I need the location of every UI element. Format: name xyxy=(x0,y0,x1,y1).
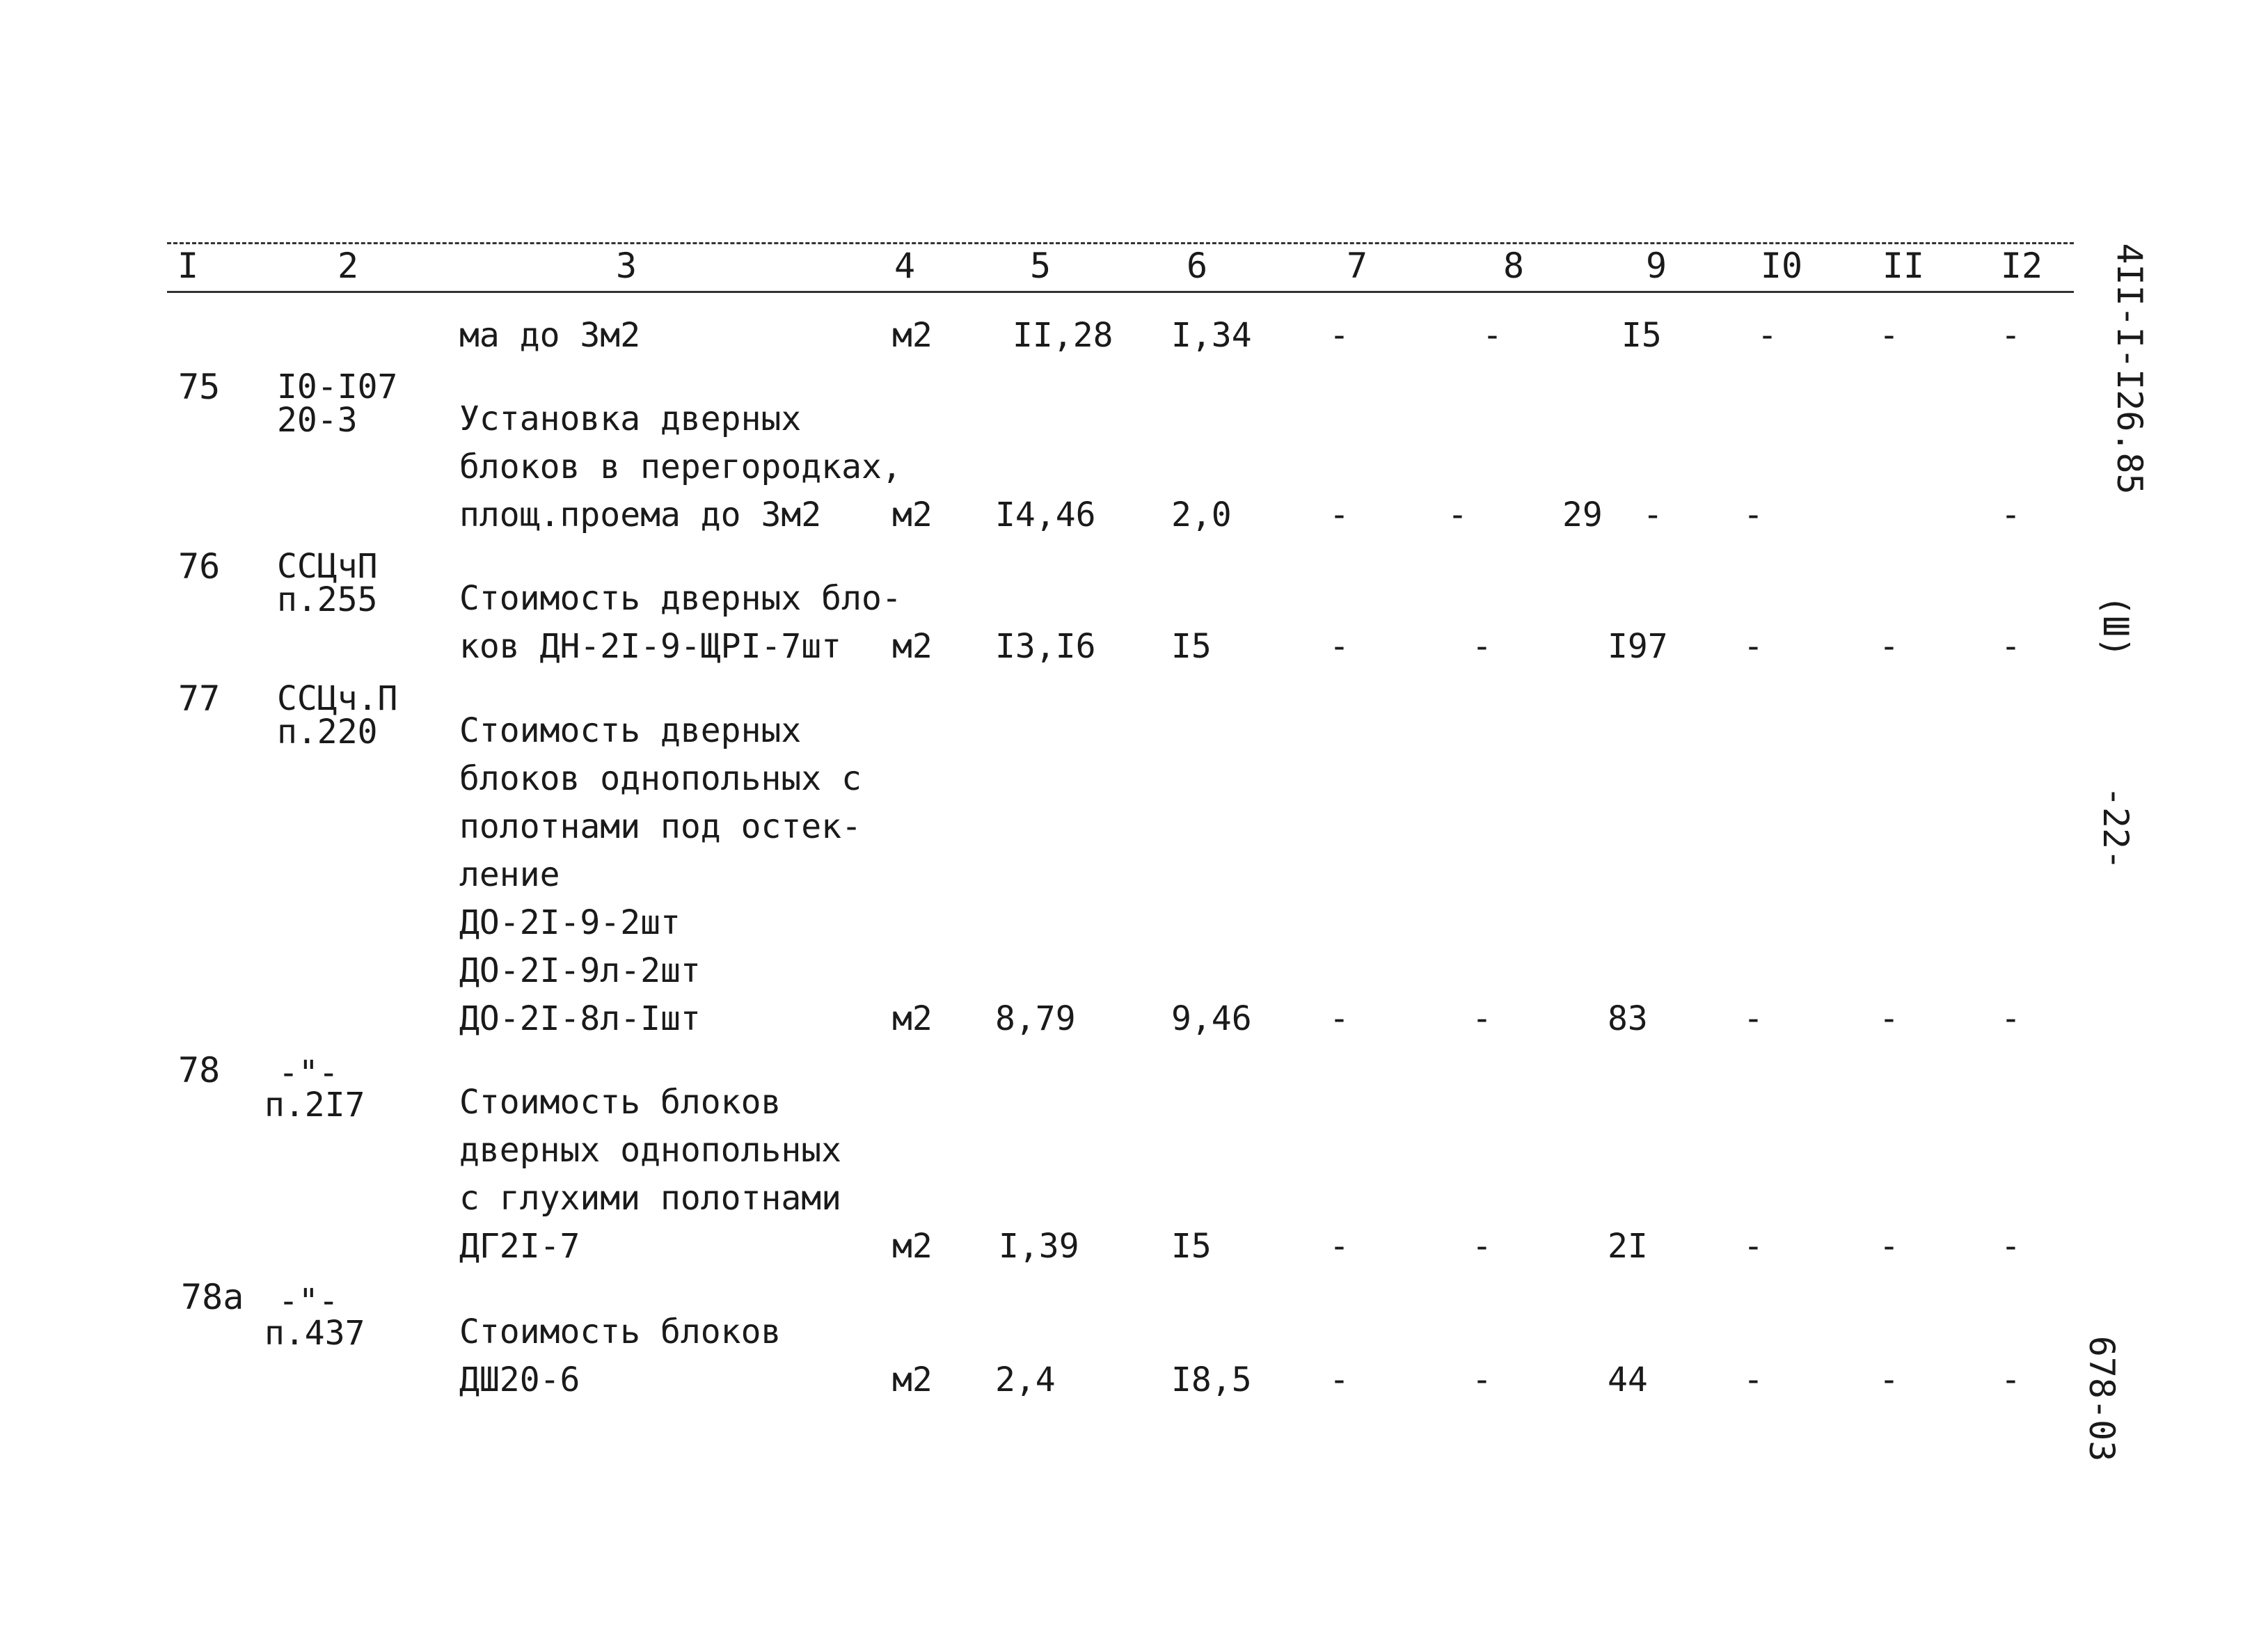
column-header-1: I xyxy=(177,246,199,286)
row-75-col9: 29 - xyxy=(1562,495,1663,534)
row-75-col6: 2,0 xyxy=(1171,495,1232,534)
row-0-col9: I5 xyxy=(1621,316,1662,355)
row-75-code-line-0: I0-I07 xyxy=(277,367,398,406)
row-77-desc-line-1: блоков однопольных с xyxy=(459,759,862,798)
document-code-stamp: 4II-I-I26.85 xyxy=(2109,243,2150,495)
row-78-col12: - xyxy=(2001,1227,2021,1266)
column-header-2: 2 xyxy=(337,246,359,286)
row-0-col12: - xyxy=(2001,316,2021,355)
row-77-col9: 83 xyxy=(1608,999,1648,1038)
row-78a-col8: - xyxy=(1472,1360,1492,1399)
row-77-code-line-0: ССЦч.П xyxy=(277,679,398,718)
row-76-col12: - xyxy=(2001,627,2021,666)
row-75-col8: - xyxy=(1448,495,1468,534)
table-top-rule xyxy=(167,242,2074,244)
row-78-col7: - xyxy=(1329,1227,1349,1266)
row-78a-col9: 44 xyxy=(1608,1360,1648,1399)
table-header-rule xyxy=(167,291,2074,293)
row-0-col8: - xyxy=(1482,316,1502,355)
column-header-7: 7 xyxy=(1346,246,1368,286)
row-78a-unit: м2 xyxy=(892,1360,933,1399)
row-78a-code-line-1: п.437 xyxy=(264,1314,365,1353)
row-76-code-line-1: п.255 xyxy=(277,580,378,619)
page-number-stamp: -22- xyxy=(2095,786,2136,871)
column-header-3: 3 xyxy=(615,246,637,286)
row-78a-desc-line-1: ДШ20-6 xyxy=(459,1360,580,1399)
row-75-col7: - xyxy=(1329,495,1349,534)
row-78-col6: I5 xyxy=(1171,1227,1212,1266)
row-77-number: 77 xyxy=(178,678,221,719)
row-78-number: 78 xyxy=(178,1050,221,1090)
row-77-col7: - xyxy=(1329,999,1349,1038)
row-78-code-line-1: п.2I7 xyxy=(264,1086,365,1125)
row-75-col10: - xyxy=(1743,495,1763,534)
row-75-unit: м2 xyxy=(892,495,933,534)
row-78-col8: - xyxy=(1472,1227,1492,1266)
row-75-desc-line-2: площ.проема до 3м2 xyxy=(459,495,822,534)
row-77-code-line-1: п.220 xyxy=(277,713,378,752)
row-76-code-line-0: ССЦчП xyxy=(277,547,378,586)
row-78a-col12: - xyxy=(2001,1360,2021,1399)
row-77-desc-line-6: ДО-2I-8л-Iшт xyxy=(459,999,701,1038)
row-78-unit: м2 xyxy=(892,1227,933,1266)
row-75-code-line-1: 20-3 xyxy=(277,401,358,440)
row-78-desc-line-1: дверных однопольных xyxy=(459,1131,842,1170)
row-77-unit: м2 xyxy=(892,999,933,1038)
row-78-col5: I,39 xyxy=(999,1227,1079,1266)
row-76-desc-line-1: ков ДН-2I-9-ЩРI-7шт xyxy=(459,627,842,666)
row-77-desc-line-4: ДО-2I-9-2шт xyxy=(459,903,681,942)
row-78-col10: - xyxy=(1743,1227,1763,1266)
row-77-desc-line-5: ДО-2I-9л-2шт xyxy=(459,951,701,990)
row-75-desc-line-1: блоков в перегородках, xyxy=(459,447,902,486)
column-header-6: 6 xyxy=(1186,246,1208,286)
row-78a-number: 78а xyxy=(181,1277,244,1317)
column-header-5: 5 xyxy=(1029,246,1052,286)
row-78a-code-line-0: -"- xyxy=(278,1282,339,1321)
row-76-col10: - xyxy=(1743,627,1763,666)
row-76-col5: I3,I6 xyxy=(995,627,1096,666)
column-header-4: 4 xyxy=(894,246,916,286)
row-76-col8: - xyxy=(1472,627,1492,666)
row-75-col5: I4,46 xyxy=(995,495,1096,534)
row-76-desc-line-0: Стоимость дверных бло- xyxy=(459,579,902,618)
row-77-col5: 8,79 xyxy=(995,999,1076,1038)
column-header-9: 9 xyxy=(1645,246,1667,286)
row-78a-col10: - xyxy=(1743,1360,1763,1399)
sheet-number-stamp: 678-03 xyxy=(2081,1335,2122,1462)
row-76-col6: I5 xyxy=(1171,627,1212,666)
row-77-col8: - xyxy=(1472,999,1492,1038)
row-77-desc-line-0: Стоимость дверных xyxy=(459,711,802,750)
row-77-desc-line-2: полотнами под остек- xyxy=(459,807,862,846)
row-77-col11: - xyxy=(1879,999,1899,1038)
column-header-8: 8 xyxy=(1502,246,1525,286)
row-0-col5: II,28 xyxy=(1013,316,1113,355)
column-header-12: I2 xyxy=(2000,246,2043,286)
row-75-col12: - xyxy=(2001,495,2021,534)
row-78a-col6: I8,5 xyxy=(1171,1360,1252,1399)
row-77-desc-line-3: ление xyxy=(459,855,560,894)
row-78a-col7: - xyxy=(1329,1360,1349,1399)
row-77-col10: - xyxy=(1743,999,1763,1038)
row-0-col11: - xyxy=(1879,316,1899,355)
row-78a-col11: - xyxy=(1879,1360,1899,1399)
row-0-col7: - xyxy=(1329,316,1349,355)
row-76-col7: - xyxy=(1329,627,1349,666)
column-header-11: II xyxy=(1882,246,1925,286)
row-76-number: 76 xyxy=(178,546,221,587)
row-77-col12: - xyxy=(2001,999,2021,1038)
row-75-desc-line-0: Установка дверных xyxy=(459,399,802,438)
row-0-col10: - xyxy=(1757,316,1777,355)
column-header-10: I0 xyxy=(1760,246,1803,286)
row-78-code-line-0: -"- xyxy=(278,1054,339,1093)
row-78a-col5: 2,4 xyxy=(995,1360,1056,1399)
row-78-col11: - xyxy=(1879,1227,1899,1266)
row-76-unit: м2 xyxy=(892,627,933,666)
row-77-col6: 9,46 xyxy=(1171,999,1252,1038)
row-78-desc-line-2: с глухими полотнами xyxy=(459,1179,842,1218)
row-76-col11: - xyxy=(1879,627,1899,666)
row-0-col6: I,34 xyxy=(1171,316,1252,355)
album-stamp: (Ш) xyxy=(2095,594,2136,658)
row-78-desc-line-0: Стоимость блоков xyxy=(459,1083,782,1122)
row-78a-desc-line-0: Стоимость блоков xyxy=(459,1312,782,1351)
row-78-desc-line-3: ДГ2I-7 xyxy=(459,1227,580,1266)
row-76-col9: I97 xyxy=(1608,627,1668,666)
row-0-desc-line-0: ма до 3м2 xyxy=(459,316,641,355)
row-0-unit: м2 xyxy=(892,316,933,355)
row-78-col9: 2I xyxy=(1608,1227,1648,1266)
row-75-number: 75 xyxy=(178,367,221,407)
